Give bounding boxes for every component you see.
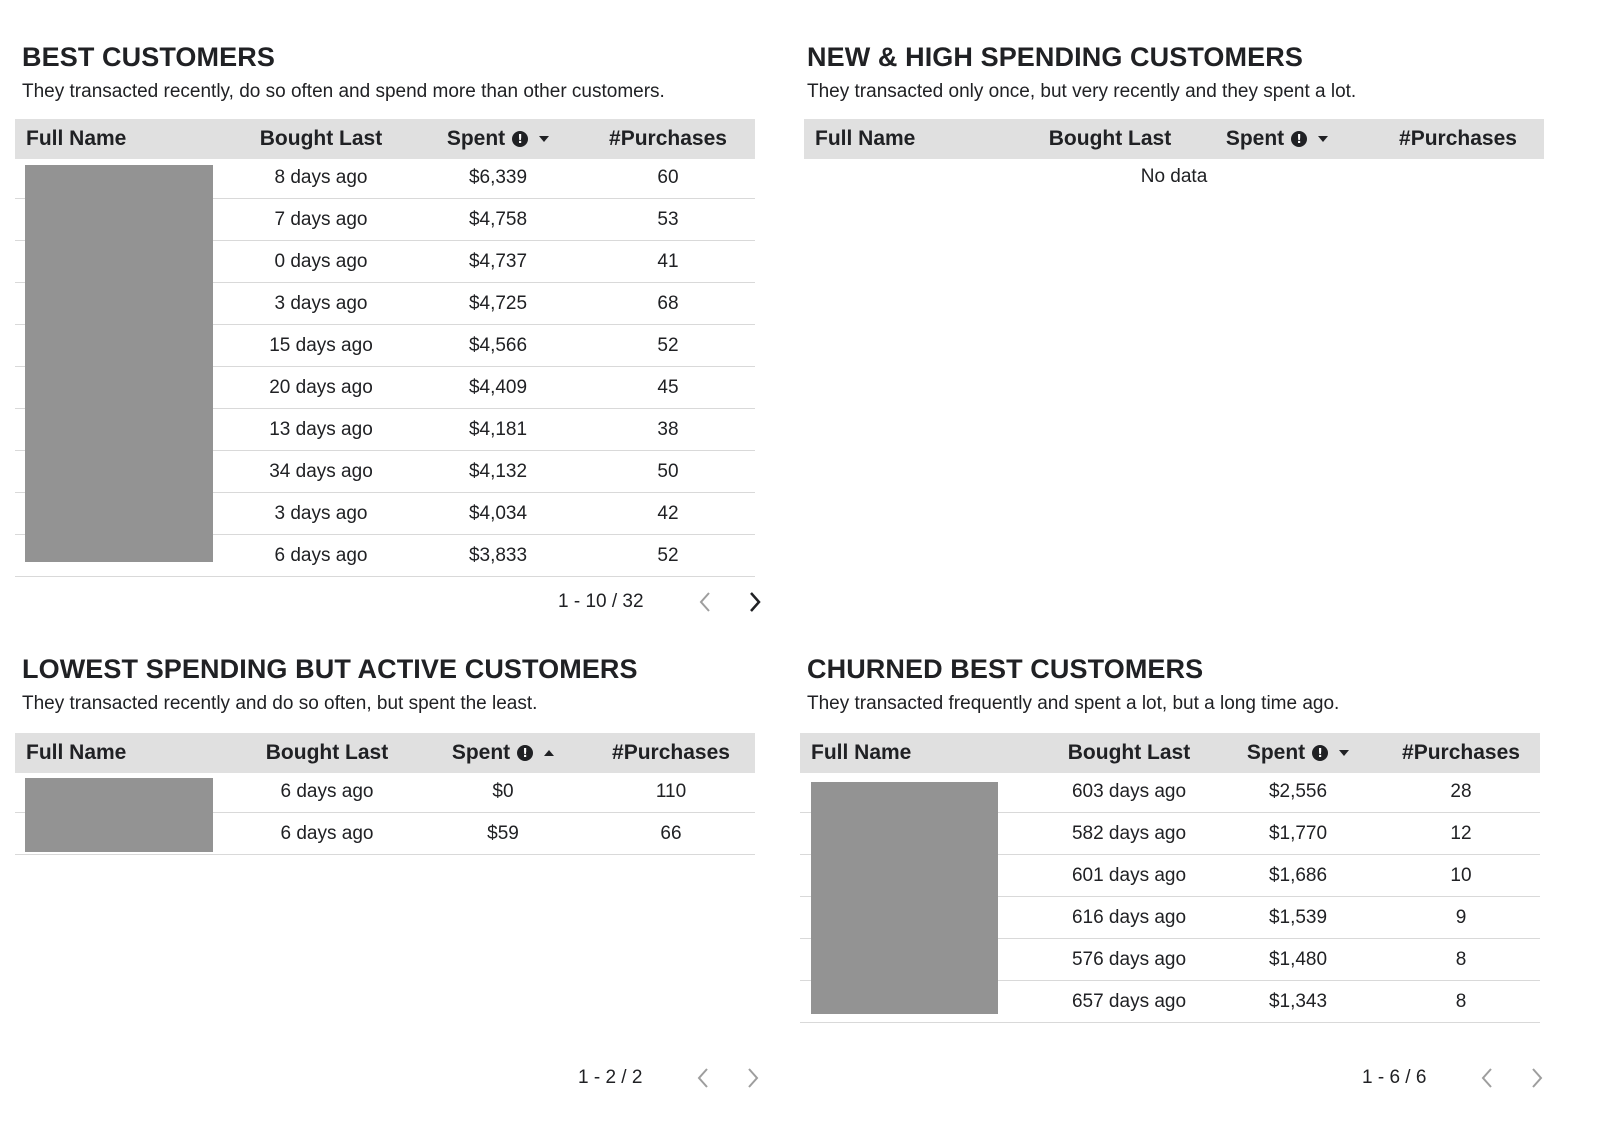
cell-purchases: 8 <box>1455 949 1467 970</box>
cell-spent: $59 <box>487 823 519 844</box>
cell-spent: $6,339 <box>468 167 528 188</box>
cell-bought-last: 8 days ago <box>274 167 368 188</box>
cell-spent: $4,034 <box>468 503 528 524</box>
cell-purchases: 10 <box>1450 865 1472 886</box>
column-header-full-name[interactable]: Full Name <box>815 127 916 150</box>
cell-spent: $0 <box>492 781 514 802</box>
panel-title: LOWEST SPENDING BUT ACTIVE CUSTOMERS <box>22 654 638 684</box>
column-header-spent[interactable] <box>1196 119 1358 159</box>
cell-purchases: 38 <box>657 419 679 440</box>
redacted-names <box>811 782 998 1014</box>
cell-bought-last: 34 days ago <box>269 461 373 482</box>
cell-purchases: 66 <box>660 823 682 844</box>
cell-bought-last: 657 days ago <box>1071 991 1187 1012</box>
cell-purchases: 53 <box>657 209 679 230</box>
table-header <box>15 733 755 773</box>
cell-bought-last: 603 days ago <box>1071 781 1187 802</box>
chevron-right-icon[interactable] <box>738 1063 768 1093</box>
cell-spent: $4,132 <box>468 461 528 482</box>
cell-purchases: 110 <box>655 781 687 802</box>
redacted-names <box>25 778 213 852</box>
cell-bought-last: 601 days ago <box>1071 865 1187 886</box>
column-header-bought-last[interactable]: Bought Last <box>1048 127 1172 150</box>
sort-descending-icon[interactable] <box>1339 750 1349 756</box>
cell-spent: $1,686 <box>1268 865 1328 886</box>
cell-spent: $4,181 <box>468 419 528 440</box>
pagination-range: 1 - 6 / 6 <box>1362 1067 1427 1088</box>
table-header <box>804 119 1544 159</box>
sort-descending-icon[interactable] <box>539 136 549 142</box>
cell-spent: $4,758 <box>468 209 528 230</box>
cell-spent: $4,409 <box>468 377 528 398</box>
panel-title: NEW & HIGH SPENDING CUSTOMERS <box>807 42 1303 72</box>
cell-purchases: 52 <box>657 335 679 356</box>
column-header-full-name[interactable]: Full Name <box>26 741 127 764</box>
panel-subtitle: They transacted only once, but very recently and they spent a lot. <box>807 81 1357 102</box>
table-header <box>15 119 755 159</box>
cell-purchases: 9 <box>1455 907 1467 928</box>
cell-spent: $3,833 <box>468 545 528 566</box>
cell-bought-last: 616 days ago <box>1071 907 1187 928</box>
best-customers-panel <box>15 0 755 630</box>
cell-purchases: 28 <box>1450 781 1472 802</box>
sort-descending-icon[interactable] <box>1318 136 1328 142</box>
column-header-bought-last[interactable]: Bought Last <box>259 127 383 150</box>
cell-spent: $4,725 <box>468 293 528 314</box>
column-header-full-name[interactable]: Full Name <box>811 741 912 764</box>
cell-bought-last: 0 days ago <box>274 251 368 272</box>
cell-bought-last: 15 days ago <box>269 335 373 356</box>
cell-spent: $1,343 <box>1268 991 1328 1012</box>
spent-header-label: Spent <box>446 127 506 150</box>
pagination <box>578 1063 768 1093</box>
cell-bought-last: 576 days ago <box>1071 949 1187 970</box>
cell-bought-last: 3 days ago <box>274 293 368 314</box>
chevron-left-icon[interactable] <box>690 587 720 617</box>
cell-purchases: 8 <box>1455 991 1467 1012</box>
cell-bought-last: 7 days ago <box>274 209 368 230</box>
column-header-purchases[interactable]: #Purchases <box>1402 741 1520 764</box>
cell-bought-last: 13 days ago <box>269 419 373 440</box>
chevron-right-icon[interactable] <box>740 587 770 617</box>
panel-title: BEST CUSTOMERS <box>22 42 275 72</box>
info-icon[interactable]: ! <box>512 131 528 147</box>
panel-subtitle: They transacted frequently and spent a lot, but a long time ago. <box>807 693 1340 714</box>
sort-ascending-icon[interactable] <box>544 750 554 756</box>
info-icon[interactable]: ! <box>517 745 533 761</box>
cell-purchases: 50 <box>657 461 679 482</box>
spent-header-label: Spent <box>1246 741 1306 764</box>
pagination <box>1362 1063 1552 1093</box>
cell-bought-last: 6 days ago <box>280 823 374 844</box>
column-header-purchases[interactable]: #Purchases <box>609 127 727 150</box>
panel-subtitle: They transacted recently and do so often, but spent the least. <box>22 693 538 714</box>
cell-purchases: 45 <box>657 377 679 398</box>
pagination <box>558 587 770 617</box>
cell-spent: $2,556 <box>1268 781 1328 802</box>
cell-purchases: 52 <box>657 545 679 566</box>
panel-title: CHURNED BEST CUSTOMERS <box>807 654 1204 684</box>
cell-bought-last: 6 days ago <box>274 545 368 566</box>
column-header-spent[interactable] <box>417 119 579 159</box>
table-header <box>800 733 1540 773</box>
empty-state-text: No data <box>1140 166 1208 187</box>
column-header-spent[interactable] <box>429 733 577 773</box>
spent-header-label: Spent <box>451 741 511 764</box>
cell-bought-last: 582 days ago <box>1071 823 1187 844</box>
spent-header-label: Spent <box>1225 127 1285 150</box>
column-header-bought-last[interactable]: Bought Last <box>1067 741 1191 764</box>
chevron-right-icon[interactable] <box>1522 1063 1552 1093</box>
pagination-range: 1 - 2 / 2 <box>578 1067 643 1088</box>
column-header-spent[interactable] <box>1218 733 1378 773</box>
pagination-range: 1 - 10 / 32 <box>558 591 644 612</box>
info-icon[interactable]: ! <box>1312 745 1328 761</box>
cell-spent: $1,480 <box>1268 949 1328 970</box>
cell-spent: $4,737 <box>468 251 528 272</box>
cell-spent: $1,770 <box>1268 823 1328 844</box>
column-header-purchases[interactable]: #Purchases <box>1399 127 1517 150</box>
cell-purchases: 12 <box>1450 823 1472 844</box>
cell-bought-last: 6 days ago <box>280 781 374 802</box>
new-high-spending-panel <box>800 0 1545 630</box>
cell-purchases: 60 <box>657 167 679 188</box>
column-header-full-name[interactable]: Full Name <box>26 127 127 150</box>
cell-purchases: 42 <box>657 503 679 524</box>
cell-bought-last: 3 days ago <box>274 503 368 524</box>
chevron-left-icon[interactable] <box>688 1063 718 1093</box>
churned-best-panel <box>800 630 1545 1110</box>
cell-purchases: 68 <box>657 293 679 314</box>
lowest-spending-panel <box>15 630 755 1110</box>
column-header-purchases[interactable]: #Purchases <box>612 741 730 764</box>
cell-spent: $4,566 <box>468 335 528 356</box>
cell-spent: $1,539 <box>1268 907 1328 928</box>
redacted-names <box>25 165 213 562</box>
info-icon[interactable]: ! <box>1291 131 1307 147</box>
cell-purchases: 41 <box>657 251 679 272</box>
chevron-left-icon[interactable] <box>1472 1063 1502 1093</box>
cell-bought-last: 20 days ago <box>269 377 373 398</box>
column-header-bought-last[interactable]: Bought Last <box>265 741 389 764</box>
panel-subtitle: They transacted recently, do so often and spend more than other customers. <box>22 81 665 102</box>
